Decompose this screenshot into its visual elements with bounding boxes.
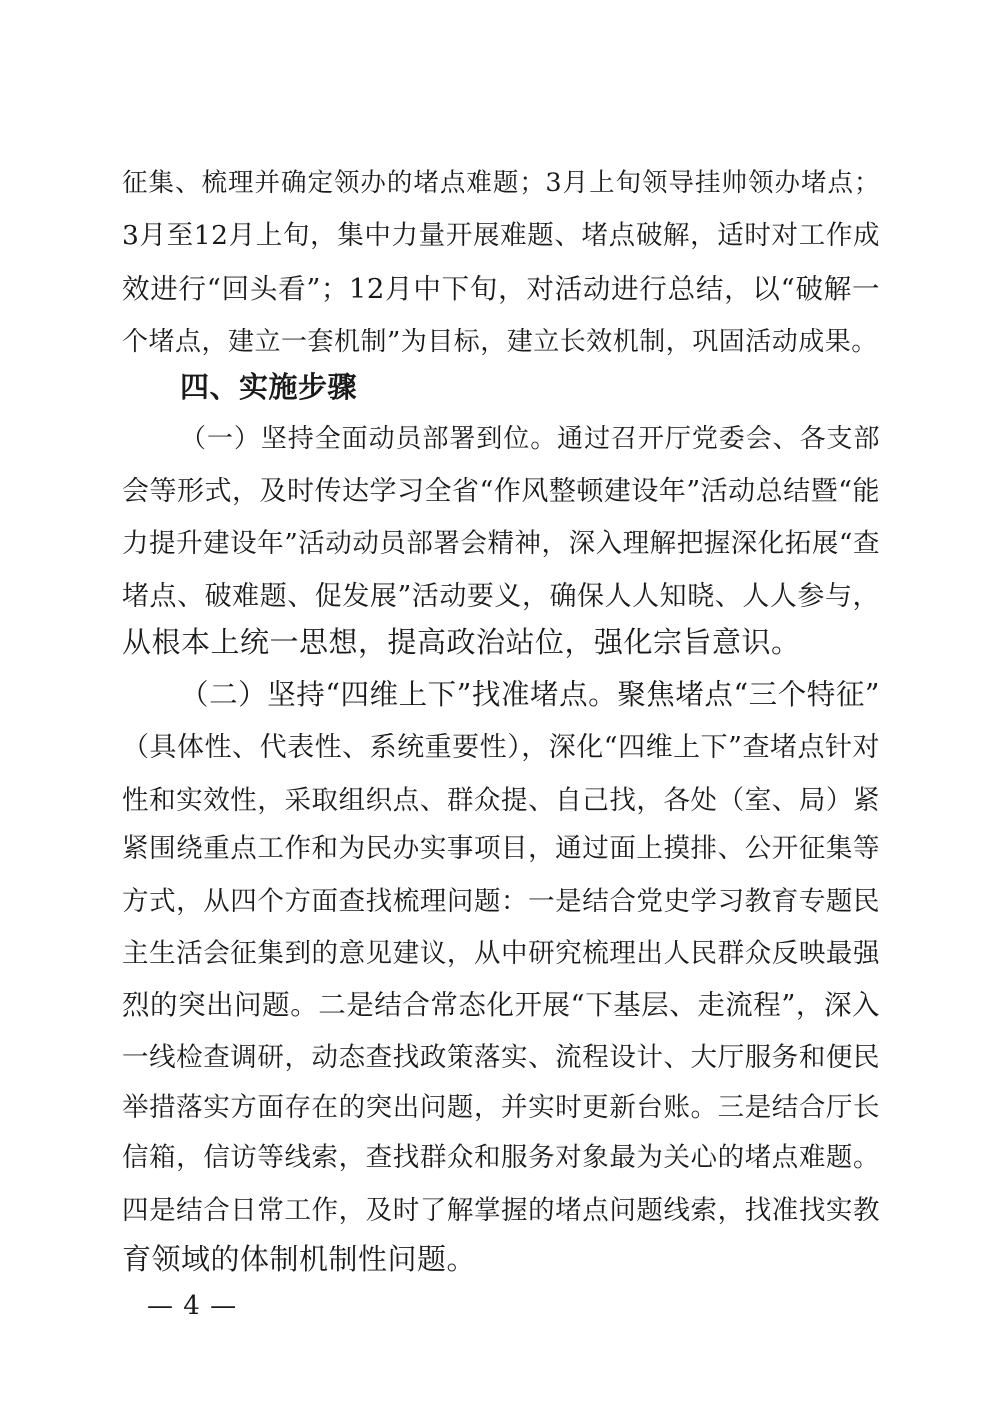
text-line: （二）坚持“四维上下”找准堵点。聚焦堵点“三个特征” <box>180 678 880 711</box>
text-line: 育领域的体制机制性问题。 <box>122 1242 477 1276</box>
text-line: 举措落实方面存在的突出问题，并实时更新台账。三是结合厅长 <box>122 1092 880 1123</box>
text-line: 力提升建设年”活动动员部署会精神，深入理解把握深化拓展“查 <box>122 528 880 559</box>
page-number: — 4 — <box>147 1291 238 1321</box>
text-line: 烈的突出问题。二是结合常态化开展“下基层、走流程”，深入 <box>122 989 880 1021</box>
text-line: 个堵点，建立一套机制”为目标，建立长效机制，巩固活动成果。 <box>122 327 878 357</box>
text-line: 方式，从四个方面查找梳理问题：一是结合党史学习教育专题民 <box>122 886 880 917</box>
text-line: 从根本上统一思想，提高政治站位，强化宗旨意识。 <box>122 625 801 659</box>
text-line: 性和实效性，采取组织点、群众提、自己找，各处（室、局）紧 <box>122 785 880 816</box>
text-line: 效进行“回头看”；12月中下旬，对活动进行总结，以“破解一 <box>122 273 880 305</box>
text-line: （一）坚持全面动员部署到位。通过召开厅党委会、各支部 <box>180 424 880 454</box>
text-line: 紧围绕重点工作和为民办实事项目，通过面上摸排、公开征集等 <box>122 833 880 864</box>
text-line: 堵点、破难题、促发展”活动要义，确保人人知晓、人人参与， <box>122 581 880 612</box>
text-line: （具体性、代表性、系统重要性），深化“四维上下”查堵点针对 <box>122 732 880 763</box>
text-line: 四是结合日常工作，及时了解掌握的堵点问题线索，找准找实教 <box>122 1195 880 1226</box>
section-heading: 四、实施步骤 <box>180 370 358 404</box>
text-line: 一线检查调研，动态查找政策落实、流程设计、大厅服务和便民 <box>122 1042 880 1073</box>
text-line: 征集、梳理并确定领办的堵点难题；3月上旬领导挂帅领办堵点； <box>122 168 880 198</box>
text-line: 主生活会征集到的意见建议，从中研究梳理出人民群众反映最强 <box>122 938 880 969</box>
text-line: 3月至12月上旬，集中力量开展难题、堵点破解，适时对工作成 <box>122 220 880 251</box>
text-line: 会等形式，及时传达学习全省“作风整顿建设年”活动总结暨“能 <box>122 476 880 507</box>
text-line: 信箱，信访等线索，查找群众和服务对象最为关心的堵点难题。 <box>122 1142 880 1173</box>
